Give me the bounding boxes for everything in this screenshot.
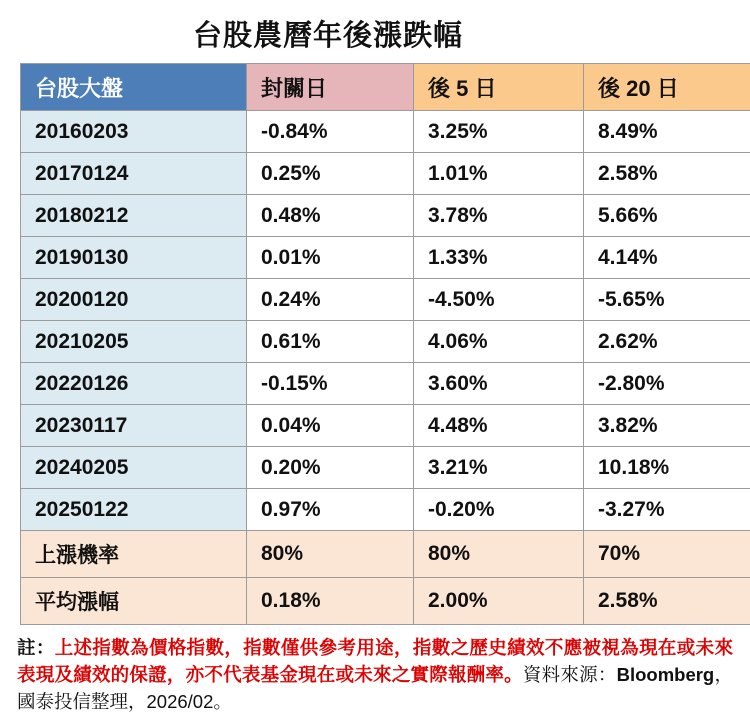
table-row — [21, 153, 750, 195]
table-row — [21, 279, 750, 321]
row-value: 0.01% — [247, 237, 414, 279]
row-date: 20190130 — [21, 237, 247, 279]
table-row — [21, 447, 750, 489]
footnote-suffix: ，國泰投信整理，2026/02。 — [17, 664, 733, 712]
row-value: 0.97% — [247, 489, 414, 531]
row-value: 2.00% — [414, 578, 584, 625]
row-date: 20200120 — [21, 279, 247, 321]
row-value: 80% — [414, 531, 584, 578]
row-value: -0.15% — [247, 363, 414, 405]
row-value: 2.62% — [584, 321, 750, 363]
summary-row — [21, 531, 750, 578]
row-date: 20230117 — [21, 405, 247, 447]
row-value: -3.27% — [584, 489, 750, 531]
row-date: 20170124 — [21, 153, 247, 195]
table-row — [21, 111, 750, 153]
header-row — [21, 64, 750, 111]
row-value: 5.66% — [584, 195, 750, 237]
row-date: 20160203 — [21, 111, 247, 153]
table-body — [21, 111, 750, 625]
row-date: 20250122 — [21, 489, 247, 531]
row-date: 20240205 — [21, 447, 247, 489]
row-value: 3.25% — [414, 111, 584, 153]
row-value: 3.82% — [584, 405, 750, 447]
row-value: 0.24% — [247, 279, 414, 321]
column-header-1: 封關日 — [247, 64, 414, 111]
row-value: -0.20% — [414, 489, 584, 531]
table-row — [21, 237, 750, 279]
row-date: 20180212 — [21, 195, 247, 237]
row-value: 1.33% — [414, 237, 584, 279]
column-header-2: 後 5 日 — [414, 64, 584, 111]
footnote-source-name: Bloomberg — [616, 664, 715, 685]
row-value: 4.06% — [414, 321, 584, 363]
lunar-new-year-performance-table — [20, 63, 750, 625]
page-title: 台股農曆年後漲跌幅 — [192, 20, 463, 52]
row-value: 80% — [247, 531, 414, 578]
row-value: 2.58% — [584, 153, 750, 195]
row-date: 20220126 — [21, 363, 247, 405]
row-value: 2.58% — [584, 578, 750, 625]
row-value: 0.18% — [247, 578, 414, 625]
column-header-3: 後 20 日 — [584, 64, 750, 111]
row-value: 0.04% — [247, 405, 414, 447]
table-row — [21, 489, 750, 531]
row-value: 10.18% — [584, 447, 750, 489]
row-value: -5.65% — [584, 279, 750, 321]
row-value: 3.60% — [414, 363, 584, 405]
table-row — [21, 195, 750, 237]
table-row — [21, 321, 750, 363]
row-value: -2.80% — [584, 363, 750, 405]
footnote-prefix: 註： — [17, 637, 55, 658]
row-value: 3.78% — [414, 195, 584, 237]
table-row — [21, 363, 750, 405]
row-value: 8.49% — [584, 111, 750, 153]
column-header-0: 台股大盤 — [21, 64, 247, 111]
row-value: 0.48% — [247, 195, 414, 237]
row-value: 4.48% — [414, 405, 584, 447]
summary-label: 平均漲幅 — [21, 578, 247, 625]
row-value: 0.61% — [247, 321, 414, 363]
row-value: -0.84% — [247, 111, 414, 153]
table-row — [21, 405, 750, 447]
row-value: 4.14% — [584, 237, 750, 279]
footnote-warning-text: 上述指數為價格指數，指數僅供參考用途，指數之歷史績效不應被視為現在或未來表現及績效的保證，亦不代表基金現在或未來之實際報酬率。 — [17, 637, 733, 685]
row-value: 0.20% — [247, 447, 414, 489]
summary-row — [21, 578, 750, 625]
row-value: 0.25% — [247, 153, 414, 195]
summary-label: 上漲機率 — [21, 531, 247, 578]
footnote-source-label: 資料來源： — [522, 664, 617, 685]
row-value: 1.01% — [414, 153, 584, 195]
row-value: 3.21% — [414, 447, 584, 489]
footnote — [17, 634, 733, 714]
row-value: 70% — [584, 531, 750, 578]
row-date: 20210205 — [21, 321, 247, 363]
row-value: -4.50% — [414, 279, 584, 321]
